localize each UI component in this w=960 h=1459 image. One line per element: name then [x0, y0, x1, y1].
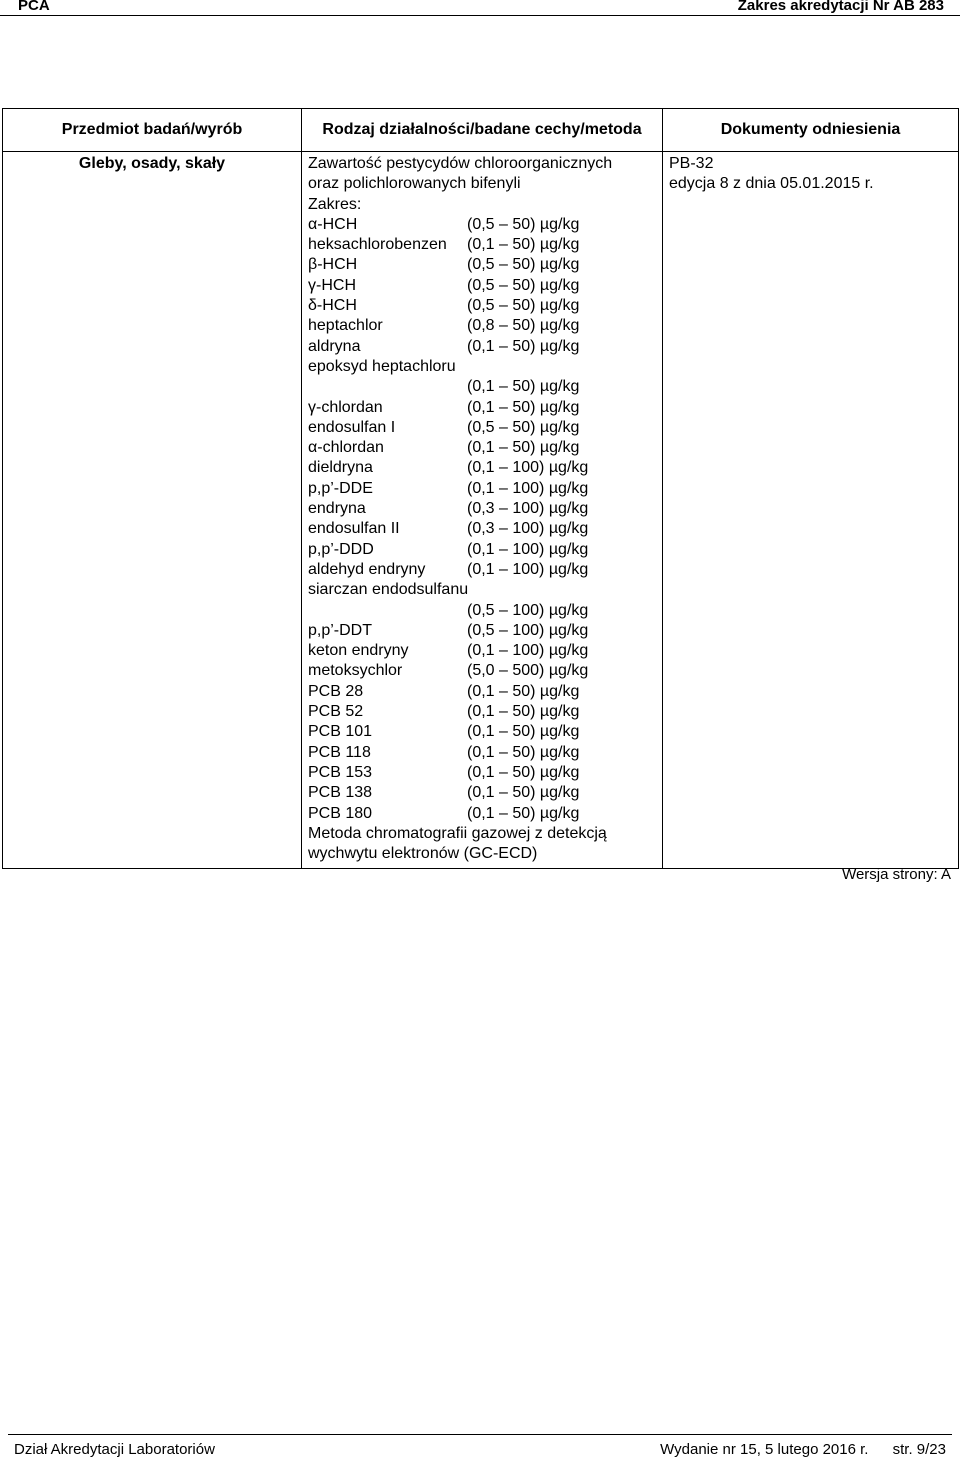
parameter-name: β-HCH [308, 256, 358, 274]
method-footer-line-2: wychwytu elektronów (GC-ECD) [308, 845, 538, 863]
parameter-name: PCB 138 [308, 784, 373, 802]
column-header-subject: Przedmiot badań/wyrób [3, 109, 302, 152]
subject-cell: Gleby, osady, skały [3, 152, 302, 869]
parameter-range: (0,1 – 50) µg/kg [467, 763, 580, 781]
parameter-row [308, 337, 662, 357]
parameter-name: keton endryny [308, 642, 409, 660]
parameter-range: (0,1 – 50) µg/kg [467, 723, 580, 741]
parameter-name: endryna [308, 500, 366, 518]
parameter-name: PCB 101 [308, 723, 373, 741]
page-header [0, 0, 960, 14]
range-label: Zakres: [308, 195, 362, 213]
parameter-row [308, 783, 662, 803]
parameter-row [308, 519, 662, 539]
parameter-row [308, 215, 662, 235]
parameter-range: (0,1 – 100) µg/kg [467, 560, 589, 578]
parameter-range: (0,1 – 100) µg/kg [467, 459, 589, 477]
method-title-line-1: Zawartość pestycydów chloroorganicznych [308, 155, 613, 172]
header-org: PCA [18, 0, 50, 14]
parameter-name: γ-HCH [308, 276, 356, 294]
parameter-range: (0,5 – 50) µg/kg [467, 297, 580, 315]
parameter-row [308, 276, 662, 296]
parameter-row [308, 560, 662, 580]
parameter-name: PCB 180 [308, 804, 373, 822]
parameter-name: siarczan endodsulfanu [308, 581, 469, 599]
parameter-row [308, 743, 662, 763]
parameter-row [308, 763, 662, 783]
parameter-range: (0,1 – 50) µg/kg [467, 682, 580, 700]
method-cell [302, 152, 663, 869]
parameter-name: PCB 118 [308, 743, 371, 761]
column-header-docs: Dokumenty odniesienia [663, 109, 959, 152]
parameter-row [308, 661, 662, 681]
doc-reference-edition: edycja 8 z dnia 05.01.2015 r. [669, 175, 874, 192]
doc-reference-id: PB-32 [669, 155, 714, 172]
parameter-name: endosulfan II [308, 520, 400, 538]
parameter-row [308, 255, 662, 275]
parameter-range: (0,3 – 100) µg/kg [467, 520, 589, 538]
parameter-range: (0,1 – 50) µg/kg [467, 236, 580, 254]
parameter-row [308, 641, 662, 661]
parameter-row [308, 479, 662, 499]
parameter-name: PCB 52 [308, 703, 364, 721]
parameter-range: (0,8 – 50) µg/kg [467, 317, 580, 335]
parameter-name: α-HCH [308, 215, 358, 233]
footer-divider [8, 1434, 952, 1435]
parameter-row [308, 682, 662, 702]
parameter-range: (0,5 – 50) µg/kg [467, 215, 580, 233]
table-header-row [3, 109, 959, 152]
parameter-list [308, 215, 662, 824]
parameter-row [308, 540, 662, 560]
parameter-row [308, 722, 662, 742]
parameter-range: (0,5 – 100) µg/kg [467, 621, 589, 639]
parameter-range: (0,5 – 50) µg/kg [467, 256, 580, 274]
parameter-row [308, 438, 662, 458]
docs-cell [663, 152, 959, 869]
parameter-name: PCB 153 [308, 763, 373, 781]
footer-department: Dział Akredytacji Laboratoriów [14, 1441, 215, 1458]
parameter-name: aldryna [308, 337, 361, 355]
header-title: Zakres akredytacji Nr AB 283 [737, 0, 944, 14]
parameter-range: (0,1 – 100) µg/kg [467, 479, 589, 497]
parameter-range: (0,3 – 100) µg/kg [467, 500, 589, 518]
parameter-range: (0,1 – 50) µg/kg [467, 784, 580, 802]
column-header-method: Rodzaj działalności/badane cechy/metoda [302, 109, 663, 152]
parameter-row [308, 296, 662, 316]
parameter-range: (0,1 – 100) µg/kg [467, 642, 589, 660]
parameter-range: (0,1 – 50) µg/kg [467, 398, 580, 416]
method-footer-line-1: Metoda chromatografii gazowej z detekcją [308, 824, 607, 842]
footer-page-number: str. 9/23 [892, 1441, 946, 1458]
parameter-range: (0,5 – 50) µg/kg [467, 418, 580, 436]
parameter-row [308, 235, 662, 255]
parameter-row [308, 398, 662, 418]
accreditation-table [2, 108, 959, 869]
parameter-row [308, 702, 662, 722]
parameter-name: γ-chlordan [308, 398, 383, 416]
parameter-range: (0,1 – 50) µg/kg [467, 378, 580, 396]
parameter-name: heptachlor [308, 317, 383, 335]
parameter-row [308, 804, 662, 824]
method-title-line-2: oraz polichlorowanych bifenyli [308, 175, 521, 193]
parameter-range: (0,1 – 50) µg/kg [467, 337, 580, 355]
parameter-name: α-chlordan [308, 439, 384, 457]
parameter-name: heksachlorobenzen [308, 236, 447, 254]
parameter-range: (0,5 – 100) µg/kg [467, 601, 589, 619]
parameter-row [308, 458, 662, 478]
parameter-row [308, 418, 662, 438]
footer-edition: Wydanie nr 15, 5 lutego 2016 r. [660, 1441, 869, 1458]
header-divider [0, 15, 960, 16]
parameter-name: p,p’-DDD [308, 540, 374, 558]
parameter-row [308, 316, 662, 336]
parameter-range: (0,1 – 50) µg/kg [467, 439, 580, 457]
parameter-name: epoksyd heptachloru [308, 357, 456, 375]
parameter-name: δ-HCH [308, 297, 357, 315]
parameter-name: endosulfan I [308, 418, 396, 436]
parameter-range: (0,1 – 50) µg/kg [467, 804, 580, 822]
parameter-name: metoksychlor [308, 662, 403, 680]
parameter-name: p,p’-DDT [308, 621, 373, 639]
table-row [3, 152, 959, 869]
parameter-name: aldehyd endryny [308, 560, 426, 578]
parameter-row [308, 621, 662, 641]
parameter-range: (0,1 – 50) µg/kg [467, 743, 580, 761]
footer-info [660, 1441, 946, 1458]
parameter-range: (0,1 – 100) µg/kg [467, 540, 589, 558]
parameter-name: PCB 28 [308, 682, 364, 700]
parameter-name: dieldryna [308, 459, 373, 477]
parameter-range: (0,1 – 50) µg/kg [467, 703, 580, 721]
page-version: Wersja strony: A [842, 866, 951, 883]
parameter-row [308, 499, 662, 519]
parameter-name: p,p’-DDE [308, 479, 373, 497]
parameter-range: (0,5 – 50) µg/kg [467, 276, 580, 294]
parameter-range: (5,0 – 500) µg/kg [467, 662, 589, 680]
